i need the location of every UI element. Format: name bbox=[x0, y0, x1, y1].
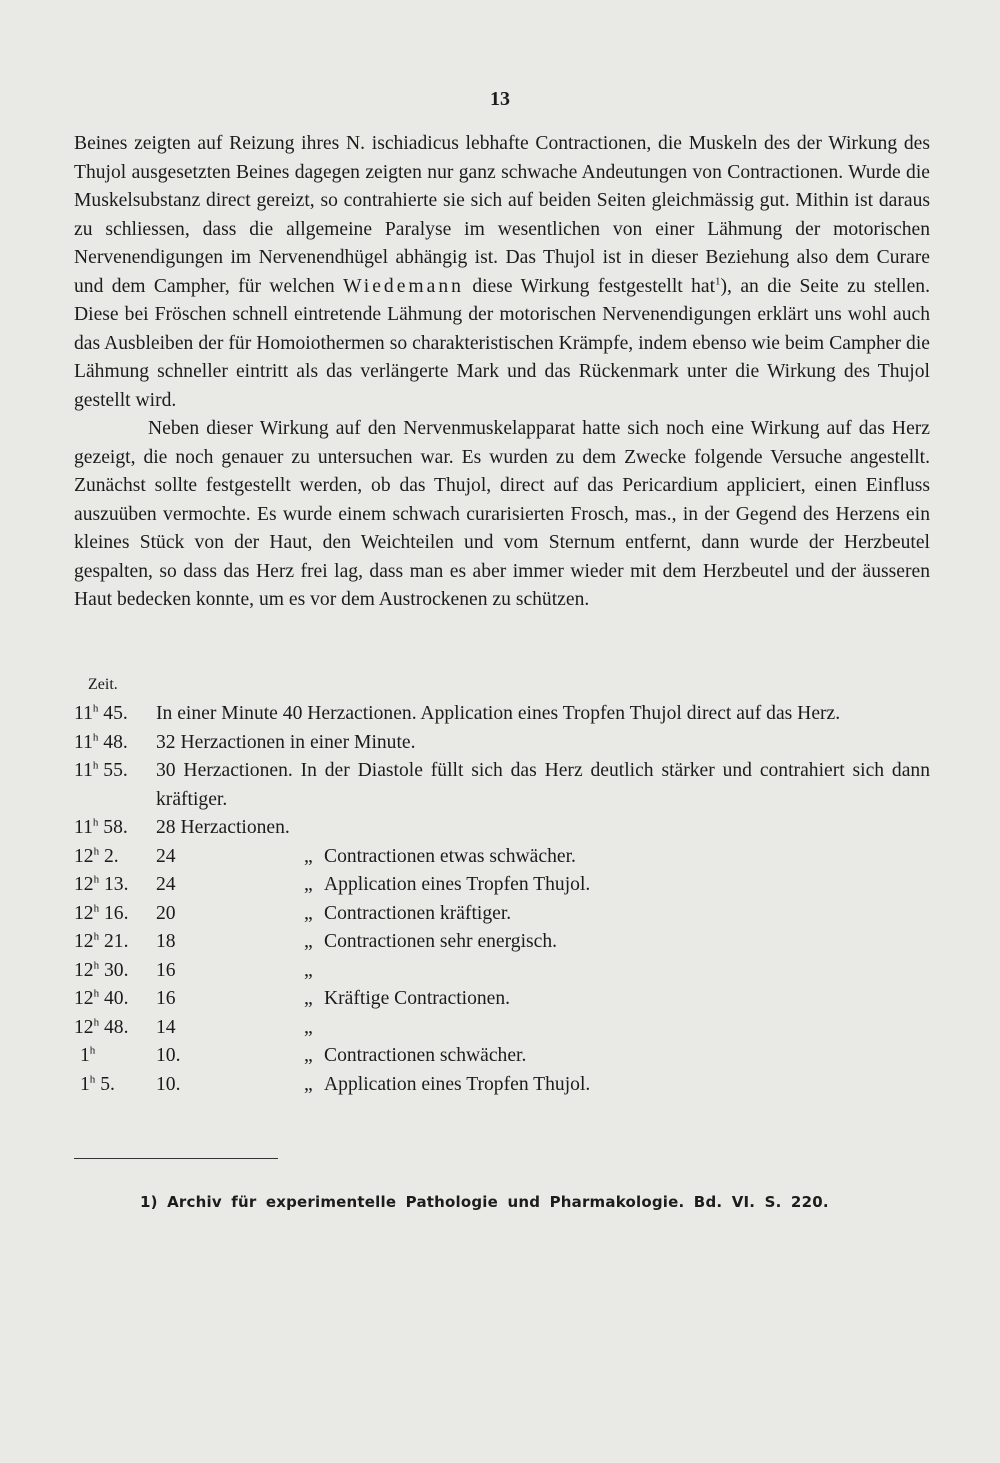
protocol-time: 11$^h$ 55. bbox=[74, 759, 128, 781]
protocol-time: 12$^h$ 16. bbox=[74, 901, 129, 924]
protocol-time: 12$^h$ 30. bbox=[74, 958, 129, 981]
paragraph-2: Neben dieser Wirkung auf den Nervenmuskelapparat hatte sich noch eine Wirkung auf das Herz gezeigt, die noch genauer zu untersuchen war. Es wurden zu dem Zwecke folgende Versuche angestellt. Zunächst sollte festgestellt werden, ob das Thujol, direct auf das Pericardium appliciert, einen Einfluss auszuüben vermochte. Es wurde einem schwach curarisierten Frosch, mas., in der Gegend des Herzens ein kleines Stück von der Haut, den Weichteilen und vom Sternum entfernt, dann wurde der Herzbeutel gespalten, so dass das Herz frei lag, dass man es aber immer wieder mit dem Herzbeutel und der äusseren Haut bedecken konnte, um es vor dem Austrockenen zu schützen. bbox=[74, 418, 930, 610]
protocol-description: In einer Minute 40 Herzactionen. Application eines Tropfen Thujol direct auf das Herz. bbox=[156, 703, 841, 724]
protocol-row bbox=[74, 814, 930, 843]
protocol-count: 24 bbox=[156, 845, 176, 867]
ditto-mark: „ bbox=[304, 1016, 313, 1038]
ditto-mark: „ bbox=[304, 959, 313, 981]
ditto-mark: „ bbox=[304, 902, 313, 924]
protocol-time: 11$^h$ 45. bbox=[74, 702, 128, 724]
protocol-time: 12$^h$ 48. bbox=[74, 1015, 129, 1038]
protocol-time: 12$^h$ 13. bbox=[74, 873, 129, 895]
protocol-row bbox=[74, 757, 930, 814]
paragraph-1-text-a: Beines zeigten auf Reizung ihres N. ischiadicus lebhafte Contractionen, die Muskeln des der Wirkung des Thujol ausgesetzten Beines dagegen zeigten nur ganz schwache Andeutungen von Contractionen. Wurde die Muskelsubstanz direct gereizt, so contrahierte sie sich auf beiden Seiten gleichmässig gut. Mithin ist daraus zu schliessen, dass die allgemeine Paralyse im wesentlichen von einer Lähmung der motorischen Nervenendigungen im Nervenendhügel abhängig ist. Das Thujol ist in dieser Beziehung also dem Curare und dem Campher, für welchen bbox=[74, 133, 930, 297]
protocol-row bbox=[74, 871, 930, 900]
ditto-mark: „ bbox=[304, 1073, 313, 1095]
protocol-count: 10. bbox=[156, 1073, 181, 1095]
protocol-time-label: Zeit. bbox=[88, 676, 118, 693]
ditto-mark: „ bbox=[304, 931, 313, 952]
protocol-time: 12$^h$ 2. bbox=[74, 844, 119, 867]
protocol-description: 32 Herzactionen in einer Minute. bbox=[156, 731, 416, 753]
protocol-time: 1$^h$ bbox=[80, 1044, 96, 1066]
protocol-row bbox=[74, 928, 930, 957]
protocol-time: 1$^h$ 5. bbox=[80, 1072, 115, 1095]
protocol-count: 18 bbox=[156, 931, 176, 952]
protocol-table bbox=[74, 700, 930, 1099]
footnote-ref[interactable]: 1 bbox=[715, 274, 721, 287]
protocol-note: Contractionen etwas schwächer. bbox=[324, 845, 576, 867]
protocol-time: 11$^h$ 48. bbox=[74, 730, 128, 753]
protocol-time: 12$^h$ 40. bbox=[74, 987, 129, 1009]
protocol-description: 30 Herzactionen. In der Diastole füllt sich das Herz deutlich stärker und contrahiert sich dann kräftiger. bbox=[156, 760, 930, 810]
protocol-row bbox=[74, 985, 930, 1014]
protocol-time: 12$^h$ 21. bbox=[74, 930, 129, 952]
ditto-mark: „ bbox=[304, 988, 313, 1009]
ditto-mark: „ bbox=[304, 1045, 313, 1066]
protocol-note: Application eines Tropfen Thujol. bbox=[324, 1073, 591, 1095]
protocol-count: 20 bbox=[156, 902, 176, 924]
paragraph-1-text-b: diese Wirkung festgestellt hat bbox=[463, 275, 716, 297]
ditto-mark: „ bbox=[304, 845, 313, 867]
protocol-row bbox=[74, 700, 930, 729]
ditto-mark: „ bbox=[304, 874, 313, 895]
protocol-count: 16 bbox=[156, 959, 176, 981]
protocol-note: Contractionen schwächer. bbox=[324, 1045, 527, 1066]
protocol-note: Contractionen kräftiger. bbox=[324, 902, 512, 924]
protocol-count: 24 bbox=[156, 874, 176, 895]
paragraph-1-text-c: ), an die Seite zu stellen. Diese bei Fröschen schnell eintretende Lähmung der motorischen Nervenendigungen erklärt uns wohl auch das Ausbleiben der für Homoiothermen so charakteristischen Krämpfe, indem ebenso wie beim Campher die Lähmung schneller eintritt als das verlängerte Mark und das Rückenmark unter die Wirkung des Thujol gestellt wird. bbox=[74, 275, 930, 411]
protocol-note: Contractionen sehr energisch. bbox=[324, 931, 558, 952]
protocol-time: 11$^h$ 58. bbox=[74, 816, 128, 838]
protocol-note: Application eines Tropfen Thujol. bbox=[324, 874, 591, 895]
protocol-row bbox=[74, 843, 930, 872]
footnote-divider bbox=[74, 1158, 278, 1159]
protocol-row bbox=[74, 957, 930, 986]
footnote: 1) Archiv für experimentelle Pathologie und Pharmakologie. Bd. VI. S. 220. bbox=[140, 1193, 829, 1211]
paragraph-1 bbox=[74, 130, 930, 415]
protocol-count: 14 bbox=[156, 1016, 176, 1038]
protocol-description: 28 Herzactionen. bbox=[156, 817, 290, 838]
body-text bbox=[74, 130, 930, 615]
author-name-wiedemann: Wiedemann bbox=[343, 275, 464, 297]
protocol-row bbox=[74, 729, 930, 758]
protocol-count: 10. bbox=[156, 1045, 181, 1066]
page-number: 13 bbox=[490, 88, 510, 110]
protocol-count: 16 bbox=[156, 988, 176, 1009]
protocol-row bbox=[74, 1042, 930, 1071]
protocol-note: Kräftige Contractionen. bbox=[324, 988, 511, 1009]
protocol-row bbox=[74, 1014, 930, 1043]
protocol-row bbox=[74, 900, 930, 929]
protocol-row bbox=[74, 1071, 930, 1100]
